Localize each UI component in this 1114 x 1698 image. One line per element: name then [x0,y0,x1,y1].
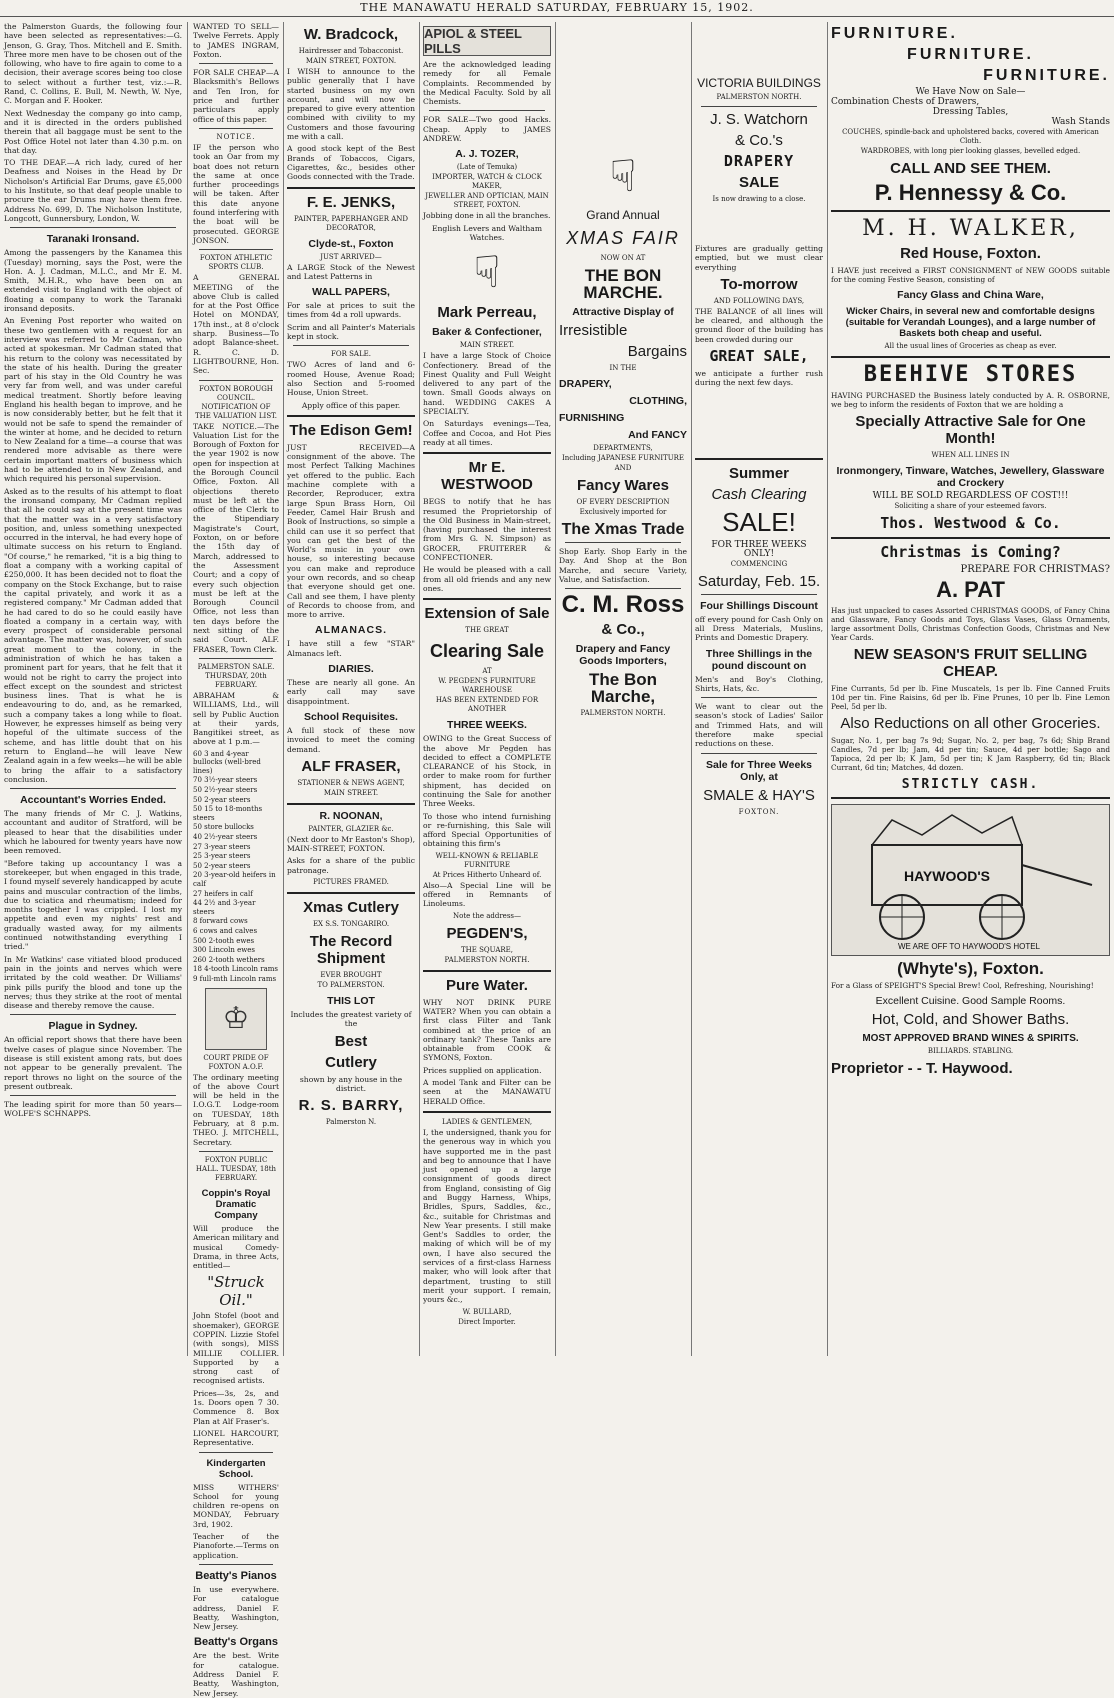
notice-text: In use everywhere. For catalogue address, Daniel F. Beatty, Washington, New Jersey. [193,1584,279,1632]
ad-heading: SALE! [722,506,796,537]
divider [199,380,273,381]
ad-text: shown by any house in the district. [299,1074,403,1093]
ad-heading: Best [334,1032,368,1050]
sale-heading: PALMERSTON SALE. THURSDAY, 20th FEBRUARY. [197,662,275,689]
ad-text: Men's and Boy's Clothing, Shirts, Hats, &c. [695,674,823,693]
ad-text: Prices supplied on application. [423,1065,542,1075]
column-ads-3 [283,22,419,1356]
ad-subheading: MAIN STREET, FOXTON. [305,57,397,65]
ad-heading: Pure Water. [446,976,528,994]
ad-subheading: Exclusively imported for [579,508,667,516]
hotel-illustration [831,804,1110,956]
stock-list-item: 70 3½-year steers [193,776,258,785]
ad-text: Fixtures are gradually getting emptied, but we must clear everything [695,244,823,272]
article-heading: Plague in Sydney. [48,1020,138,1033]
ad-text: I have still a few "STAR" Almanacs left. [287,639,415,658]
ad-heading: Ironmongery, Tinware, Watches, Jewellery, Glassware and Crockery [836,465,1105,489]
cart-sign: HAYWOOD'S [903,868,991,884]
ad-text: A model Tank and Filter can be seen at the MANAWATU HERALD Office. [423,1078,551,1106]
ad-text: TWO Acres of land and 6-roomed House, Avenue Road; also Section and 5-roomed House, Union Street. [287,360,415,398]
divider [565,588,681,589]
sale-text: ABRAHAM & WILLIAMS, Ltd., will sell by Public Auction at their yards, Bangitikei street, as above at 1 p.m.— [193,690,279,747]
divider [10,1095,176,1096]
ad-subheading: AND [614,464,632,472]
furniture-heading: FURNITURE. [831,25,958,42]
apiol-pills-banner: APIOL & STEEL PILLS [423,26,551,56]
notice-text: John Stofel (boot and shoemaker), GEORGE COPPIN. Lizzie Stofel (with songs), MISS MILLIE COLLIER. Supported by a strong cast of recognised artists. [193,1311,279,1386]
ad-subheading: Wash Stands [1051,117,1110,127]
ad-subheading: THE GREAT [465,626,509,635]
ad-text: I, the undersigned, thank you for the generous way in which you have supported me in the past and beg to announce that I have just opened up a large consignment of goods direct from England, consisting of Gig and Buggy Harness, Whips, Bridles, Spurs, Saddles, &c., &c., suitable for Christmas and New Year presents. I still make Gent's Saddles to order, the making of which will be of my own, I have also secured the services of a first-class Harness maker, who will look after that department, trusting to still merit your support. I remain, yours &c., [423,1127,551,1305]
stock-list-item: 18 4-tooth Lincoln rams [193,965,278,974]
news-paragraph: Asked as to the results of his attempt to float the ironsand company, Mr Cadman replied that all he could say at the present time was that the matter was in a very satisfactory position, and, unless something unexpected occurred in the interval, he had every hope of ultimate success on his return to England. "Of course," he remarked, "it is a big thing to float a company with a working capital of £250,000. It has been decided not to float the company on the Stock Exchange, but to raise the capital privately, and work it as a registered company." Mr Cadman added that he had cared to do so he could easily have floated a company in a certain way, with every prospect of considerable personal advantage. The matter was, however, of such great moment to the colony, in the administration of which he has taken a prominent part for years, that he felt that it would not be right to carry the project into effect except on the soundest and strictest business lines. That is what he is endeavouring to do, and, as he remarked, such a company takes a long while to float. However, he expresses himself as being very hopeful of the ultimate success of the scheme, and has little doubt that on his return to England—he will leave New Zealand again in a few weeks—he will be able to bring the affair to a satisfactory conclusion. [4,486,182,784]
ad-heading: Summer [728,464,790,482]
divider [10,227,176,228]
stock-list-item: 20 3-year-old heifers in calf [193,871,276,889]
news-paragraph: In Mr Watkins' case vitiated blood produced pain in the joints and nerves which were irritated by the cold weather. Dr Williams' pink pills purify the blood and tone up the nerves; thus they strike at the root of mental disease and thereby remove the cause. [4,954,182,1011]
ad-subheading: We Have Now on Sale— [915,87,1026,97]
ad-heading: ALMANACS. [315,624,387,637]
pointing-hand-icon: ☟ [473,247,501,299]
divider [287,803,415,805]
ad-subheading: THE SQUARE, [461,945,513,954]
stock-list-item: 40 2½-year steers [193,833,258,842]
ad-subheading: FOR THREE WEEKS ONLY! [711,539,807,559]
ad-heading: Bargains [627,343,687,360]
ad-subheading: All the usual lines of Groceries as cheap as ever. [884,342,1057,350]
ad-text: English Levers and Waltham Watches. [431,223,543,242]
divider [831,797,1110,799]
ad-text: To those who intend furnishing or re-furnishing, this Sale will afford Special Opportunities of obtaining this firm's [423,811,551,849]
news-paragraph: Among the passengers by the Kanamea this (Tuesday) morning, says the Post, were the Hon. A. J. Cadman, M.L.C., and Mr E. M. Smith, M.H.R., who have been on an extended visit to England with the object of floating a company to work the Taranaki ironsand deposits. [4,248,182,314]
ad-heading: Extension of Sale [424,605,550,623]
ad-subheading: Drapery and Fancy Goods Importers, [575,643,671,668]
divider [287,892,415,894]
ad-text: Also—A Special Line will be offered in Remnants of Linoleums. [423,880,551,909]
column-rule [187,22,188,1356]
ad-text: Jobbing done in all the branches. [423,211,551,221]
ad-heading: The Edison Gem! [289,421,413,439]
notice-text: The ordinary meeting of the above Court will be held in the I.O.G.T. Lodge-room on TUESDAY, 18th February, at 8 p.m. THEO. J. MITCHELL, Secretary. [193,1072,279,1147]
ad-text: A LARGE Stock of the Newest and Latest Patterns in [287,262,415,281]
ad-heading: Christmas is Coming? [880,543,1061,561]
stock-list-item: 60 3 and 4-year bullocks (well-bred lines) [193,749,261,775]
ad-subheading: DEPARTMENTS, [593,444,653,452]
ad-heading: FURNISHING [559,412,625,424]
ad-subheading: At Prices Hitherto Unheard of. [432,870,542,879]
ad-subheading: MAIN STREET. [459,341,515,350]
ad-heading: R. NOONAN, [319,809,383,822]
divider [287,415,415,417]
ad-text: Has just unpacked to cases Assorted CHRISTMAS GOODS, of Fancy China and Glassware, Fancy Goods and Toys, Glass Vases, Glass Ornaments, large assortment Dolls, Christmas Confection Goods, Christmas and New Year Cards. [831,606,1110,642]
ad-heading: ALF FRASER, [301,757,401,775]
ad-heading: (Whyte's), Foxton. [897,959,1044,978]
divider [10,788,176,789]
ad-subheading: PAINTER, GLAZIER &c. [308,824,394,833]
ad-text: For sale at prices to suit the times from 4d a roll upwards. [287,301,415,320]
ad-subheading: OF EVERY DESCRIPTION [576,498,670,506]
divider [423,1111,551,1113]
ad-text: Shop Early. Shop Early in the Day. And Shop at the Bon Marche, and secure Variety, Value, and Satisfaction. [559,547,687,584]
ad-heading: GREAT SALE, [709,347,809,366]
ad-subheading: Soliciting a share of your esteemed favors. [894,502,1047,510]
ad-subheading: WELL-KNOWN & RELIABLE FURNITURE [435,851,539,869]
news-paragraph: TO THE DEAF.—A rich lady, cured of her Deafness and Noises in the Head by Dr Nicholson's Artificial Ear Drums, gave £5,000 to his Institute, so that deaf people unable to procure the ear Drums may have them free. Address No. 699, D. The Nicholson Institute, Longcott, Gunnersbury, London, W. [4,158,182,223]
ad-text: Fine Currants, 5d per lb. Fine Muscatels, 1s per lb. Fine Canned Fruits 10d per tin. Fine Raisins, 6d per lb. Fine Prunes, 10 per lb. Fine Lemon Peel, 5d per lb. [831,684,1110,711]
ad-heading: BEEHIVE STORES [863,362,1078,387]
divider [10,1014,176,1015]
ad-heading: CALL AND SEE THEM. [890,160,1051,177]
ad-heading: Xmas Cutlery [303,899,399,917]
divider [429,110,545,111]
news-paragraph: "Before taking up accountancy I was a storekeeper, but when engaged in this trade, I found myself severely handicapped by acute pains and muscular contraction of the limbs, due to sciatica and rheumatism; indeed for months together I was crippled. I lost my appetite and even my nights' rest and gradually wasted away, for my ailments continued notwithstanding everything I tried." [4,858,182,952]
stock-list-item: 50 15 to 18-months steers [193,805,263,822]
ad-text: A good stock kept of the Best Brands of Tobaccos, Cigars, Cigarettes, &c., besides other Goods connected with the Trade. [287,144,415,182]
ad-heading: A. PAT [936,577,1005,602]
notice-text: Will produce the American military and musical Comedy-Drama, in three Acts, entitled— [193,1223,280,1271]
ad-heading: Baker & Confectioner, [432,326,542,339]
ad-subheading: Direct Importer. [458,1317,516,1326]
stock-list-item: 500 2-tooth ewes [193,936,255,945]
ad-subheading: WHEN ALL LINES IN [931,451,1010,459]
ad-heading: SALE [738,174,779,191]
divider [199,249,273,250]
ad-subheading: AT [482,667,492,676]
stock-list-item: 50 2-year steers [193,861,251,870]
divider [565,542,681,543]
ad-heading: Fancy Glass and China Ware, [897,289,1044,301]
column-notices [189,22,283,1698]
stock-list-item: 260 2-tooth wethers [193,955,265,964]
school-heading: Kindergarten School. [206,1457,266,1480]
notice-text: LIONEL HARCOURT, Representative. [193,1428,279,1448]
divider [199,128,273,129]
ad-text: Includes the greatest variety of the [290,1010,412,1029]
divider [701,697,817,698]
notice-text: Teacher of the Pianoforte.—Terms on application. [193,1532,279,1560]
ad-text: FOR SALE—Two good Hacks. Cheap. Apply to JAMES ANDREW. [423,115,551,144]
crest-icon: ♔ [205,988,267,1050]
ad-heading: The Bon Marche, [589,670,657,707]
ad-heading: Cash Clearing [711,485,807,503]
stock-list-item: 9 full-mth Lincoln rams [193,974,277,983]
ad-text: These are nearly all gone. An early call may save disappointment. [287,678,415,706]
divider [199,658,273,659]
ad-subheading: LADIES & GENTLEMEN, [441,1117,533,1126]
ad-subheading: Palmerston N. [325,1118,377,1127]
ad-heading: Proprietor - - T. Haywood. [831,1060,1013,1077]
ad-heading: THIS LOT [327,995,375,1008]
ad-heading: J. S. Watchorn [710,111,808,128]
column-shops [827,22,1114,1356]
ad-subheading: MOST APPROVED BRAND WINES & SPIRITS. [862,1033,1079,1044]
ad-text: For a Glass of SPEIGHT'S Special Brew! Cool, Refreshing, Nourishing! [831,981,1094,990]
ad-heading: Clearing Sale [429,641,545,662]
ad-heading: F. E. JENKS, [306,193,396,211]
ad-text: Apply office of this paper. [301,400,401,410]
ad-text: I have a large Stock of Choice Confectionery. Bread of the Finest Quality and Full Weight delivered to any part of the town. Small Goods always on hand. WEDDING CAKES A SPECIALTY. [423,351,551,417]
divider [423,970,551,972]
ad-text: We want to clear out the season's stock of Ladies' Sailor and Trimmed Hats, and will therefore make special reductions on these. [695,702,823,749]
ad-subheading: JEWELLER AND OPTICIAN, MAIN STREET, FOXTON. [425,192,549,210]
news-paragraph: An Evening Post reporter who waited on these two gentlemen with a request for an interview was referred to Mr Cadman, who acted at spokesman. Mr Cadman stated that his return to the colony was necessitated by the state of his health. During the greater part of his stay in the Old Country he was very far from well, and was under careful medical treatment. Shortly before leaving England his health began to improve, and he is now considerably better, but he felt that it would not be safe to spend the remainder of the winter at home, and he decided to return to New Zealand for a time—a course that was rendered more advisable as there were certain important matters of business which had to be attended to in New Zealand, and which required his personal supervision. [4,316,182,484]
ad-subheading: EX S.S. TONGARIRO. [312,920,390,929]
ad-text: JUST RECEIVED—A consignment of the above. The most Perfect Talking Machines yet offered to the public. Each machine complete with a Recorder, Reproducer, extra large Spun Brass Horn, Oil Feeder, Camel Hair Brush and Book of Instructions, so simple a child can use it so perfect that you can get the best of the World's music in your own house, so interesting because you can make and reproduce your own records, and so cheap that everyone should get one. Call and see them, I have plenty of Records to choose from, and more to arrive. [287,442,415,620]
divider [695,458,823,460]
ad-subheading: STATIONER & NEWS AGENT, [297,778,405,787]
ad-heading: & Co.'s [735,132,783,149]
ad-text: He would be pleased with a call from all old friends and any new ones. [423,565,551,593]
ad-subheading: WARDROBES, with long pier looking glasses, bevelled edged. [860,147,1081,155]
ad-subheading: Is now drawing to a close. [712,195,806,203]
ad-heading: & Co., [601,621,645,639]
divider [199,1151,273,1152]
ad-subheading: NOW ON AT [600,254,646,262]
ad-subheading: PICTURES FRAMED. [313,878,389,887]
ad-heading: DRAPERY [723,152,795,170]
notice-text: TAKE NOTICE.—The Valuation List for the Borough of Foxton for the year 1902 is now open for inspection at the Borough Council Office, Foxton. All objections thereto must be left at the office of the Clerk to the Stipendiary Magistrate's Court, Foxton, on or before the 15th day of March, addressed to the Assessment Court; and a copy of every such objection must be left at the Borough Council Office, not less than ten days before the next sitting of the said Court. ALF. FRASER, Town Clerk. [193,421,279,654]
ad-heading: Hot, Cold, and Shower Baths. [871,1011,1070,1028]
divider [831,537,1110,539]
ad-heading: NEW SEASON'S FRUIT SELLING CHEAP. [853,646,1088,680]
ad-subheading: (Late of Temuka) [456,163,518,172]
ad-heading: CLOTHING, [629,395,687,407]
ad-subheading: MAIN STREET. [323,788,379,797]
ad-subheading: Grand Annual [586,208,660,222]
ad-heading: C. M. Ross [561,591,685,619]
ad-subheading: Dressing Tables, [932,107,1009,117]
ad-heading: DRAPERY, [559,378,612,390]
stock-list-item: 8 forward cows [193,917,248,926]
stock-list-item: 300 Lincoln ewes [193,946,255,955]
column-drapery [691,22,827,1356]
classified-ad: FOR SALE CHEAP—A Blacksmith's Bellows and Ten Iron, for price and further particulars apply office of this paper. [193,68,279,124]
ad-text: Scrim and all Painter's Materials kept in stock. [287,322,415,342]
divider [831,356,1110,358]
ad-heading: To-morrow [720,275,798,293]
divider [423,452,551,454]
ad-subheading: FOR SALE. [331,350,371,359]
ad-subheading: JUST ARRIVED— [320,252,382,261]
ad-text: BEGS to notify that he has resumed the Proprietorship of the Old Business in Main-street, (having purchased the interest from Mrs G. N. Simpson) as GROCER, FRUITERER & CONFECTIONER. [423,497,551,563]
ad-subheading: AND FOLLOWING DAYS, [713,296,805,305]
ad-subheading: IN THE [609,364,637,372]
ad-text: Are the acknowledged leading remedy for all Female Complaints. Recommended by the Medical Faculty. Sold by all Chemists. [423,60,551,107]
ad-subheading: Hairdresser and Tobacconist. [298,47,404,55]
notice-text: MISS WITHERS' School for young children re-opens on MONDAY, February 3rd, 1902. [193,1482,279,1529]
ad-text: Sugar, No. 1, per bag 7s 9d; Sugar, No. 2, per bag, 7s 6d; Ship Brand Candles, 7d per lb; Jam, 4d per tin; Sauce, 4d per bottle; Sago and Tapioca, 2d per lb; K Jam, 5d per tin; K Jam Raspberry, 6d tin; Black Currant, 6d tin; Matches, 4d dozen. [831,736,1110,772]
ad-subheading: COUCHES, spindle-back and upholstered backs, covered with American Cloth. [842,128,1099,145]
notice-heading: FOXTON BOROUGH COUNCIL. NOTIFICATION OF THE VALUATION LIST. [195,384,277,420]
ad-heading: M. H. WALKER, [862,216,1079,241]
ad-subheading: Attractive Display of [572,306,674,318]
ad-heading: Wicker Chairs, in several new and comfortable designs (suitable for Verandah Lounges), and a large number of Baskets both cheap and useful. [845,306,1096,339]
stock-list-item: 27 3-year steers [193,842,251,851]
ad-subheading: PALMERSTON NORTH. [444,955,530,964]
ad-heading: Clyde-st., Foxton [308,237,394,250]
hotel-cart-illustration [832,805,1107,953]
ad-text: A full stock of these now invoiced to meet the coming demand. [287,725,415,754]
ad-heading: Mark Perreau, [437,304,537,322]
divider [701,106,817,107]
divider [293,345,409,346]
divider [287,187,415,189]
notice-heading: NOTICE. [216,132,256,141]
divider [701,594,817,595]
ad-subheading: WILL BE SOLD REGARDLESS OF COST!!! [872,491,1069,501]
ad-text: I WISH to announce to the public generally that I have started business on my own account, and will now be prepared to give every attention combined with civility to my Customers and those favouring me with a call. [287,67,415,142]
ad-subheading: W. BULLARD, [462,1307,512,1316]
ad-text: Asks for a share of the public patronage. [287,856,415,875]
ad-text: THE BALANCE of all lines will be cleared, and although the ground floor of the building has been crowded during our [695,306,823,344]
ad-heading: The Record Shipment [309,933,393,968]
column-ads-4 [419,22,555,1356]
notice-text: A GENERAL MEETING of the above Club is called for at the Post Office Hotel on MONDAY, 17th inst., at 8 o'clock sharp. Business—To adopt Balance-sheet. R. C. D. LIGHTBOURNE, Hon. Sec. [193,273,279,376]
ad-heading: Four Shillings Discount [700,599,818,612]
news-paragraph: The many friends of Mr C. J. Watkins, accountant and auditor of Stratford, will be pleased to hear that the disabilities under which he laboured for twenty years have now been removed. [4,809,182,856]
pianos-heading: Beatty's Pianos [195,1569,277,1582]
divider [423,598,551,600]
ad-text: OWING to the Great Success of the above Mr Pegden has decided to effect a COMPLETE CLEARANCE of his Stock, in order to make room for further shipment, has decided on continuing the Sale for another Three Weeks. [423,734,551,809]
pointing-hand-icon: ☟ [609,151,637,202]
stock-list-item: 25 3-year steers [193,852,251,861]
ad-heading: Specially Attractive Sale for One Month! [855,413,1086,447]
ad-heading: THE BON MARCHE. [583,266,663,302]
ad-subheading: HAS BEEN EXTENDED FOR ANOTHER [435,696,539,714]
stock-list-item: 27 heifers in calf [193,889,253,898]
ad-heading: Mr E. WESTWOOD [441,459,533,494]
ad-subheading: PALMERSTON NORTH. [716,93,802,101]
ad-heading: THREE WEEKS. [447,719,527,732]
ad-subheading: COMMENCING [730,559,788,568]
furniture-heading: FURNITURE. [907,46,1034,63]
notice-text: Prices—3s, 2s, and 1s. Doors open 7 30. Commence 8. Box Plan at Alf Fraser's. [193,1388,279,1426]
notice-heading: COURT PRIDE OF FOXTON A.O.F. [203,1053,269,1071]
notice-heading: FOXTON ATHLETIC SPORTS CLUB. [199,254,273,272]
stock-list-item: 50 store bullocks [193,823,254,832]
company-heading: Coppin's Royal Dramatic Company [201,1187,271,1221]
ad-subheading: FOXTON. [738,807,780,816]
ad-heading: Red House, Foxton. [900,245,1041,262]
ad-subheading: BILLIARDS. STABLING. [927,1047,1014,1055]
furniture-heading: FURNITURE. [983,67,1110,84]
ad-text: we anticipate a further rush during the next few days. [695,369,823,388]
ad-subheading: Including JAPANESE FURNITURE [561,454,685,462]
ad-heading: Three Shillings in the pound discount on [705,647,813,672]
ad-text: I HAVE just received a FIRST CONSIGNMENT of NEW GOODS suitable for the coming Festive Season, consisting of [831,266,1110,284]
ad-heading: Saturday, Feb. 15. [697,572,821,590]
ad-heading: R. S. BARRY, [298,1097,404,1115]
ad-heading: Irresistible [559,322,628,339]
ad-subheading: Combination Chests of Drawers, [831,97,980,107]
ad-subheading: W. PEGDEN'S FURNITURE WAREHOUSE [438,677,536,695]
ad-heading: STRICTLY CASH. [901,777,1040,792]
notice-text: Are the best. Write for catalogue. Address Daniel F. Beatty, Washington, New Jersey. [193,1651,279,1698]
ad-heading: VICTORIA BUILDINGS [697,76,821,90]
ad-subheading: PALMERSTON NORTH. [580,709,666,718]
page-masthead: THE MANAWATU HERALD SATURDAY, FEBRUARY 15, 1902. [0,0,1114,17]
column-news [0,22,186,1356]
divider [831,210,1110,212]
ad-text: On Saturdays evenings—Tea, Coffee and Cocoa, and Hot Pies ready at all times. [423,419,551,447]
ad-heading: And FANCY [628,429,687,441]
divider [701,753,817,754]
ad-text: off every pound for Cash Only on all Dress Materials, Muslins, Prints and Domestic Drapery. [695,614,823,643]
ad-heading: Cutlery [325,1053,377,1071]
ad-heading: School Requisites. [304,710,398,723]
ad-heading: W. Bradcock, [303,26,399,43]
news-paragraph: The leading spirit for more than 50 years—WOLFE'S SCHNAPPS. [4,1100,182,1119]
ad-heading: Thos. Westwood & Co. [880,514,1061,532]
ad-subheading: PREPARE FOR CHRISTMAS? [960,564,1110,575]
ad-subheading: IMPORTER, WATCH & CLOCK MAKER, [432,173,542,191]
stock-list [193,750,279,984]
show-title: "Struck Oil." [207,1273,265,1310]
ad-text: HAVING PURCHASED the Business lately conducted by A. R. OSBORNE, we beg to inform the residents of Foxton that we are holding a [831,391,1110,409]
ad-heading: PEGDEN'S, [446,924,528,942]
ad-text: WHY NOT DRINK PURE WATER? When you can obtain a first class Filter and Tank combined at the price of an ordinary tank? These Tanks are obtainable from COOK & SYMONS, Foxton. [423,997,551,1063]
stock-list-item: 6 cows and calves [193,926,258,935]
stock-list-item: 50 2½-year steers [193,786,258,795]
divider [199,63,273,64]
ad-heading: The Xmas Trade [561,521,685,538]
article-heading: Taranaki Ironsand. [46,233,140,246]
news-paragraph: An official report shows that there have been twelve cases of plague since November. The disease is still existent among rats, but does not appear to be generally prevalent. The report throws no light on the source of the present outbreak. [4,1035,182,1091]
news-paragraph: Next Wednesday the company go into camp, and it is directed in the orders published therein that all baggage must be sent to the Post Office Hotel not later than 4.30 p.m. on that day. [4,108,182,155]
stock-list-item: 44 2½ and 3-year steers [193,899,256,916]
ad-heading: WALL PAPERS, [312,286,390,299]
notice-text: IF the person who took an Oar from my boat does not return the same at once further proceedings will be taken. After this date anyone found interfering with the boat will be prosecuted. GEORGE JONSON. [193,142,279,245]
column-bon-marche [555,22,691,1356]
ad-heading: SMALE & HAY'S [703,786,815,804]
ad-subheading: Note the address— [452,911,522,920]
divider [199,1564,273,1565]
article-heading: Accountant's Worries Ended. [20,794,166,807]
ad-subheading: TO PALMERSTON. [317,981,385,990]
ad-subheading: PAINTER, PAPERHANGER AND DECORATOR, [294,214,408,232]
illustration-caption: WE ARE OFF TO HAYWOOD'S HOTEL [898,942,1040,951]
notice-heading: FOXTON PUBLIC HALL. TUESDAY, 18th FEBRUARY. [195,1155,277,1182]
classified-ad: WANTED TO SELL—Twelve Ferrets. Apply to JAMES INGRAM, Foxton. [193,22,279,59]
news-paragraph: the Palmerston Guards, the following four have been selected as representatives:—G. Jenson, G. Gray, Thos. Mitchell and E. Smith. Three more men have to be chosen out of the following, who have to fire again to come to a decision, their average scores being too close to select without a further test, viz.:—R. Rand, C. Collins, E. Bull, M. Newth, W. Nye, C. Morgan and F. Hooker. [4,22,182,106]
ad-text: (Next door to Mr Easton's Shop), MAIN-STREET, FOXTON. [287,834,415,854]
ad-subheading: Excellent Cuisine. Good Sample Rooms. [875,995,1066,1007]
divider [199,1452,273,1453]
ad-heading: XMAS FAIR [566,228,680,248]
ad-subheading: EVER BROUGHT [320,971,382,980]
ad-heading: DIARIES. [328,663,374,676]
organs-heading: Beatty's Organs [194,1636,278,1649]
ad-heading: A. J. TOZER, [455,148,519,161]
ad-heading: Also Reductions on all other Groceries. [840,715,1101,732]
stock-list-item: 50 2-year steers [193,795,251,804]
ad-heading: Fancy Wares [577,477,669,494]
ad-heading: P. Hennessy & Co. [874,180,1067,205]
ad-heading: Sale for Three Weeks Only, at [705,758,813,783]
